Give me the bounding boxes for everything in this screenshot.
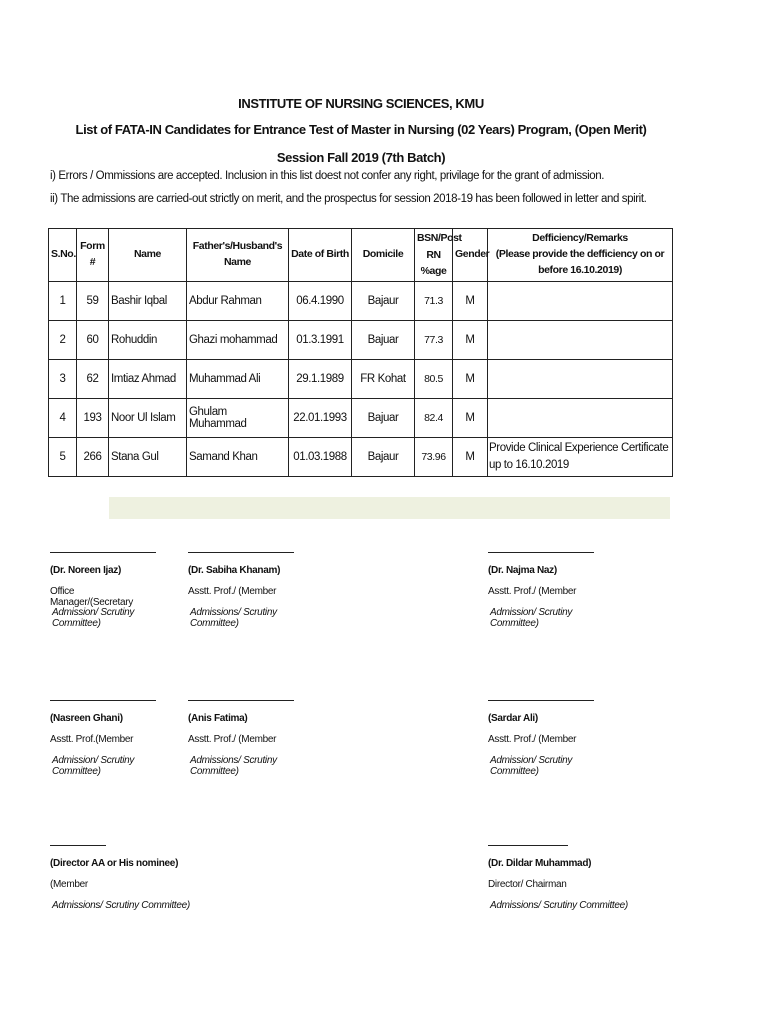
cell-form: 59: [77, 282, 109, 321]
table-row: [49, 321, 673, 360]
table-row: [49, 360, 673, 399]
cell-name: Stana Gul: [109, 438, 187, 477]
signatory-committee: Admission/ Scrutiny Committee): [52, 755, 135, 777]
cell-gender: M: [453, 321, 488, 360]
table-row: [49, 399, 673, 438]
session-title: Session Fall 2019 (7th Batch): [276, 150, 446, 165]
cell-father: Abdur Rahman: [187, 282, 289, 321]
signatory-name: (Anis Fatima): [188, 713, 248, 724]
cell-domicile: Bajaur: [352, 282, 415, 321]
signatory-name: (Dr. Najma Naz): [488, 565, 557, 576]
highlight-bar: [109, 497, 670, 519]
cell-father: Ghulam Muhammad: [187, 399, 289, 438]
table-header-row: [49, 229, 673, 282]
cell-percentage: 80.5: [415, 360, 453, 399]
cell-domicile: FR Kohat: [352, 360, 415, 399]
signatory-2: [188, 552, 294, 629]
cell-sno: 4: [49, 399, 77, 438]
signatory-committee: Admission/ Scrutiny Committee): [490, 607, 573, 629]
signatory-name: (Dr. Dildar Muhammad): [488, 858, 592, 869]
signatory-4: [50, 700, 156, 777]
col-header-remarks: [488, 229, 673, 282]
institute-title: INSTITUTE OF NURSING SCIENCES, KMU: [238, 96, 484, 111]
remarks-title: Defficiency/Remarks: [532, 232, 628, 245]
signature-line: [488, 845, 568, 846]
col-header-domicile: Domicile: [352, 229, 415, 282]
cell-name: Rohuddin: [109, 321, 187, 360]
cell-sno: 2: [49, 321, 77, 360]
signatory-name: (Director AA or His nominee): [50, 858, 179, 869]
cell-remarks: Provide Clinical Experience Certificate up to 16.10.2019: [488, 438, 673, 477]
cell-sno: 3: [49, 360, 77, 399]
cell-percentage: 77.3: [415, 321, 453, 360]
signatory-name: (Sardar Ali): [488, 713, 538, 724]
signatory-committee: Admissions/ Scrutiny Committee): [490, 900, 628, 911]
cell-domicile: Bajuar: [352, 399, 415, 438]
signatory-role: Asstt. Prof./ (Member: [188, 586, 277, 597]
cell-percentage: 73.96: [415, 438, 453, 477]
signatory-role: Director/ Chairman: [488, 879, 567, 890]
signatory-committee: Admission/ Scrutiny Committee): [52, 607, 135, 629]
cell-dob: 01.3.1991: [289, 321, 352, 360]
signature-line: [188, 552, 294, 553]
signatory-committee: Admission/ Scrutiny Committee): [490, 755, 573, 777]
cell-gender: M: [453, 282, 488, 321]
cell-domicile: Bajaur: [352, 438, 415, 477]
cell-remarks: [488, 360, 673, 399]
signature-line: [50, 700, 156, 701]
cell-domicile: Bajuar: [352, 321, 415, 360]
signatory-role: Asstt. Prof.(Member: [50, 734, 134, 745]
list-title: List of FATA-IN Candidates for Entrance Test of Master in Nursing (02 Years) Program, (Open Merit): [75, 122, 647, 137]
col-header-gender: Gender: [453, 229, 488, 282]
signatory-name: (Dr. Noreen Ijaz): [50, 565, 122, 576]
candidates-table: [48, 228, 673, 477]
col-header-bsn: BSN/Post RN %age: [415, 229, 453, 282]
cell-form: 266: [77, 438, 109, 477]
cell-name: Noor Ul Islam: [109, 399, 187, 438]
signatory-role: Asstt. Prof./ (Member: [488, 734, 577, 745]
cell-gender: M: [453, 438, 488, 477]
col-header-form: Form #: [77, 229, 109, 282]
signatory-8: [488, 845, 628, 911]
cell-dob: 01.03.1988: [289, 438, 352, 477]
signature-line: [188, 700, 294, 701]
cell-dob: 06.4.1990: [289, 282, 352, 321]
cell-dob: 29.1.1989: [289, 360, 352, 399]
cell-father: Samand Khan: [187, 438, 289, 477]
cell-name: Bashir Iqbal: [109, 282, 187, 321]
signature-line: [50, 552, 156, 553]
signatory-committee: Admissions/ Scrutiny Committee): [190, 755, 277, 777]
col-header-father: Father's/Husband's Name: [187, 229, 289, 282]
signatory-6: [488, 700, 594, 777]
signature-line: [50, 845, 106, 846]
cell-father: Muhammad Ali: [187, 360, 289, 399]
cell-remarks: [488, 282, 673, 321]
col-header-name: Name: [109, 229, 187, 282]
cell-dob: 22.01.1993: [289, 399, 352, 438]
note-merit: ii) The admissions are carried-out strictly on merit, and the prospectus for session 2018-19 has been followed in letter and spirit.: [50, 193, 647, 205]
cell-percentage: 71.3: [415, 282, 453, 321]
note-errors: i) Errors / Ommissions are accepted. Inclusion in this list doest not confer any right, privilage for the grant of admission.: [50, 170, 605, 182]
signatory-1: [50, 552, 156, 629]
signature-line: [488, 552, 594, 553]
cell-percentage: 82.4: [415, 399, 453, 438]
cell-remarks: [488, 321, 673, 360]
cell-name: Imtiaz Ahmad: [109, 360, 187, 399]
cell-sno: 1: [49, 282, 77, 321]
cell-remarks: [488, 399, 673, 438]
signatory-role: (Member: [50, 879, 88, 890]
signatory-role: Asstt. Prof./ (Member: [188, 734, 277, 745]
signature-line: [488, 700, 594, 701]
cell-sno: 5: [49, 438, 77, 477]
cell-form: 62: [77, 360, 109, 399]
col-header-dob: Date of Birth: [289, 229, 352, 282]
col-header-sno: S.No.: [49, 229, 77, 282]
signatory-3: [488, 552, 594, 629]
signatory-role: Asstt. Prof./ (Member: [488, 586, 577, 597]
signatory-role: Office Manager/(Secretary: [50, 586, 133, 608]
table-row: [49, 282, 673, 321]
signatory-name: (Dr. Sabiha Khanam): [188, 565, 281, 576]
signatory-committee: Admissions/ Scrutiny Committee): [190, 607, 277, 629]
table-row: [49, 438, 673, 477]
cell-form: 60: [77, 321, 109, 360]
remarks-subtitle: (Please provide the defficiency on or before 16.10.2019): [495, 248, 665, 276]
cell-gender: M: [453, 360, 488, 399]
cell-father: Ghazi mohammad: [187, 321, 289, 360]
signatory-5: [188, 700, 294, 777]
cell-gender: M: [453, 399, 488, 438]
signatory-name: (Nasreen Ghani): [50, 713, 123, 724]
signatory-committee: Admissions/ Scrutiny Committee): [52, 900, 190, 911]
cell-form: 193: [77, 399, 109, 438]
signatory-7: [50, 845, 190, 911]
